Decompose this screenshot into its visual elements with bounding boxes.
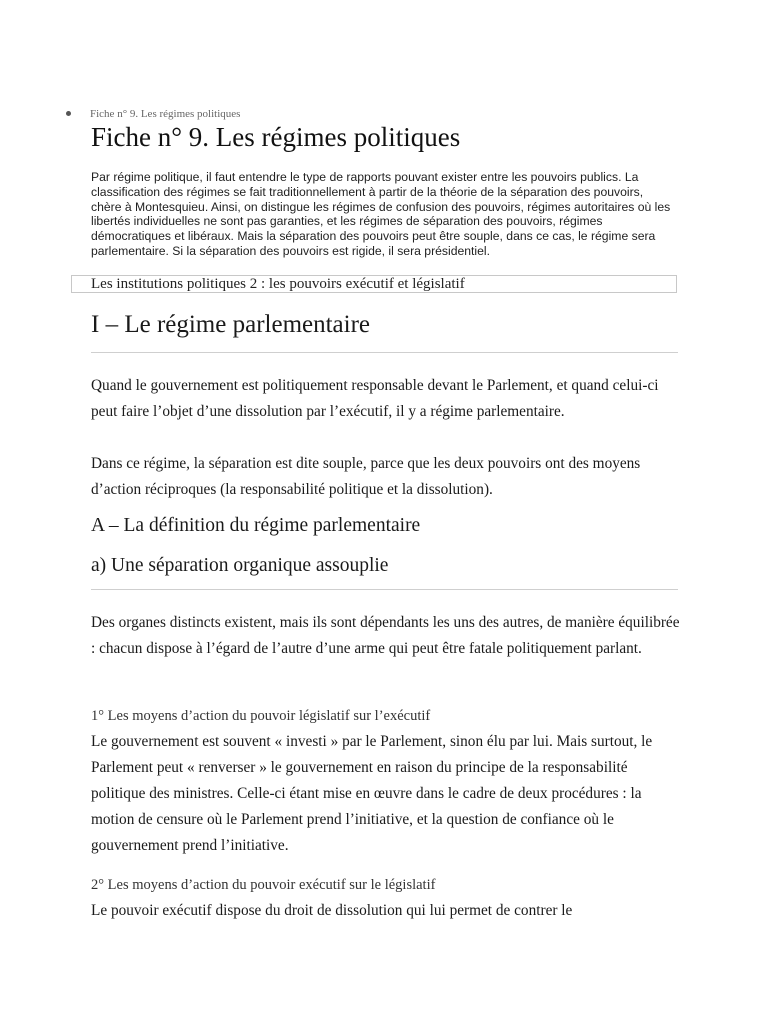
subheading-definition: A – La définition du régime parlementaire	[91, 515, 421, 536]
section-heading: I – Le régime parlementaire	[91, 311, 371, 338]
bullet-icon	[66, 111, 71, 116]
breadcrumb-link[interactable]: Fiche n° 9. Les régimes politiques	[90, 108, 241, 120]
paragraph-definition: Quand le gouvernement est politiquement responsable devant le Parlement, et quand celui-ci peut faire l’objet d’une dissolution par l’exécutif, il y a régime parlementaire.	[91, 377, 659, 420]
divider	[91, 589, 678, 590]
page-title: Fiche n° 9. Les régimes politiques	[91, 122, 461, 152]
point-1-heading: 1° Les moyens d’action du pouvoir législatif sur l’exécutif	[91, 708, 431, 724]
paragraph-souple: Dans ce régime, la séparation est dite souple, parce que les deux pouvoirs ont des moyens d’action réciproques (la responsabilité politique et la dissolution).	[91, 455, 641, 498]
related-link-box[interactable]: Les institutions politiques 2 : les pouvoirs exécutif et législatif	[71, 275, 677, 293]
divider	[91, 352, 678, 353]
point-2-heading: 2° Les moyens d’action du pouvoir exécutif sur le législatif	[91, 877, 436, 893]
breadcrumb	[66, 108, 240, 120]
point-2-text: Le pouvoir exécutif dispose du droit de dissolution qui lui permet de contrer le	[91, 902, 573, 919]
point-1-text: Le gouvernement est souvent « investi » par le Parlement, sinon élu par lui. Mais surtout, le Parlement peut « renverser » le gouvernement en raison du principe de la responsabilité politique des ministres. Celle-ci étant mise en œuvre dans le cadre de deux procédures : la motion de censure où le Parlement prend l’initiative, et la question de confiance où le gouvernement prend l’initiative.	[91, 733, 653, 854]
subheading-separation: a) Une séparation organique assouplie	[91, 555, 389, 576]
paragraph-organes: Des organes distincts existent, mais ils sont dépendants les uns des autres, de manière équilibrée : chacun dispose à l’égard de l’autre d’une arme qui peut être fatale politiquement parlant.	[91, 614, 680, 657]
intro-paragraph: Par régime politique, il faut entendre le type de rapports pouvant exister entre les pouvoirs publics. La classification des régimes se fait traditionnellement à partir de la théorie de la séparation des pouvoirs, chère à Montesquieu. Ainsi, on distingue les régimes de confusion des pouvoirs, régimes autoritaires où les libertés individuelles ne sont pas garanties, et les régimes de séparation des pouvoirs, régimes démocratiques et libéraux. Mais la séparation des pouvoirs peut être souple, dans ce cas, le régime sera parlementaire. Si la séparation des pouvoirs est rigide, il sera présidentiel.	[91, 170, 671, 258]
